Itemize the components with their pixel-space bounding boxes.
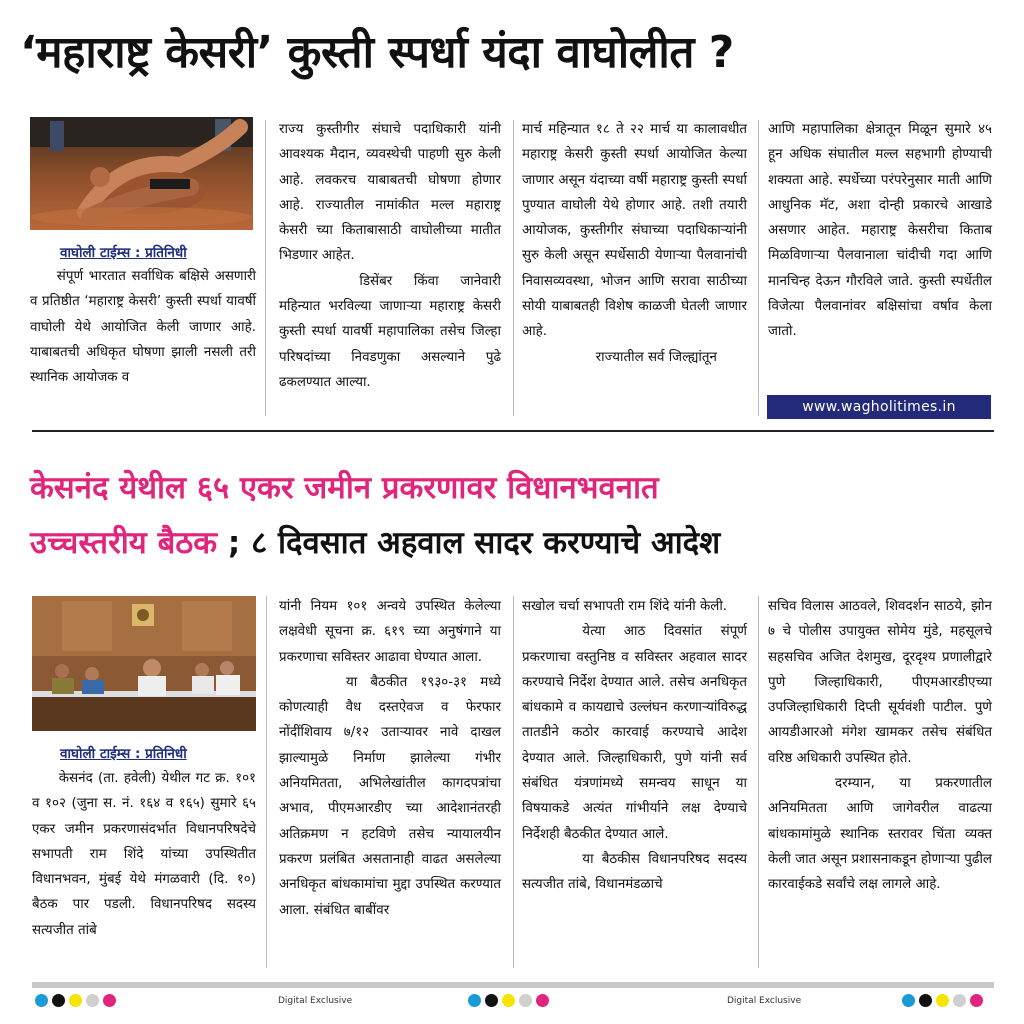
color-dot (485, 994, 498, 1007)
article1-col4: आणि महापालिका क्षेत्रातून मिळून सुमारे ४५ हून अधिक संघातील मल्ल सहभागी होण्याची शक्यता आहे. स्पर्धेच्या परंपरेनुसार माती आणि आधुनिक मॅट, अशा दोन्ही प्रकारचे आखाडे असणार आहेत. महाराष्ट्र केसरीचा किताब मिळविणाऱ्या पैलवानाला चांदीची गदा आणि मानचिन्ह देऊन गौरविले जाते. कुस्ती स्पर्धेतील विजेत्या पैलवानांवर बक्षिसांचा वर्षाव केला जातो. (768, 122, 992, 340)
article2-col1: केसनंद (ता. हवेली) येथील गट क्र. १०१ व १०२ (जुना स. नं. १६४ व १६५) सुमारे ६५ एकर जमीन प्रकरणासंदर्भात विधानपरिषदेचे सभापती राम शिंदे यांच्या उपस्थितीत विधानभवन, मुंबई येथे मंगळवारी (दि. १०) बैठक पार पडली. विधानपरिषद सदस्य सत्यजीत तांबे (32, 771, 256, 938)
color-dot (86, 994, 99, 1007)
color-dot (970, 994, 983, 1007)
article2-headline-line2 (30, 521, 720, 563)
article2-headline-line1: केसनंद येथील ६५ एकर जमीन प्रकरणावर विधानभवनात (30, 470, 659, 506)
article2-col4: सचिव विलास आठवले, शिवदर्शन साठये, झोन ७ चे पोलीस उपायुक्त सोमेय मुंडे, महसूलचे सहसचिव अजित देशमुख, दूरदृश्य प्रणालीद्वारे पुणे जिल्हाधिकारी, पीएमआरडीएच्या उपजिल्हाधिकारी दिप्ती सूर्यवंशी पाटील. पुणे आयडीआरओ मंगेश खामकर तसेच संबंधित वरिष्ठ अधिकारी उपस्थित होते. दरम्यान, या प्रकरणातील अनियमितता आणि जागेवरील वाढत्या बांधकामांमुळे स्थानिक स्तरावर चिंता व्यक्त केली जात असून प्रशासनाकडून होणाऱ्या पुढील कारवाईकडे सर्वांचे लक्ष लागले आहे. (768, 599, 992, 893)
wrestling-photo (30, 117, 253, 230)
article1-col3: मार्च महिन्यात १८ ते २२ मार्च या कालावधीत महाराष्ट्र केसरी कुस्ती स्पर्धा आयोजित केल्या जाणार असून यंदाच्या वर्षी महाराष्ट्र कुस्ती स्पर्धा पुण्यात वाघोली येथे होणार आहे. तशी तयारी आयोजक, कुस्तीगीर संघाच्या पदाधिकाऱ्यांनी सुरु केली असून स्पर्धेसाठी येणाऱ्या पैलवानांची निवासव्यवस्था, भोजन आणि सरावा साठीच्या सोयी याबाबतही विशेष काळजी घेतली जाणार आहे. राज्यातील सर्व जिल्ह्यांतून (522, 122, 747, 365)
article1-headline: ‘महाराष्ट्र केसरी’ कुस्ती स्पर्धा यंदा वाघोलीत ? (20, 27, 734, 78)
article2-col2: यांनी नियम १०१ अन्वये उपस्थित केलेल्या लक्षवेधी सूचना क्र. ६१९ च्या अनुषंगाने या प्रकरणाचा सविस्तर आढावा घेण्यात आला. या बैठकीत १९३०-३१ मध्ये कोणत्याही वैध दस्तऐवज व फेरफार नोंदींशिवाय ७/१२ उताऱ्यावर नावे दाखल झाल्यामुळे निर्माण झालेल्या गंभीर अनियमितता, अभिलेखांतील कागदपत्रांचा अभाव, पीएमआरडीए च्या आदेशानंतरही अतिक्रमण न हटविणे तसेच न्यायालयीन प्रकरण प्रलंबित असतानाही वाढत असलेल्या अनधिकृत बांधकामांचा मुद्दा उपस्थित करण्यात आला. संबंधित बाबींवर (279, 599, 501, 918)
article2-byline: वाघोली टाईम्स : प्रतिनिधी (60, 746, 187, 762)
article1-col2: राज्य कुस्तीगीर संघाचे पदाधिकारी यांनी आवश्यक मैदान, व्यवस्थेची पाहणी सुरु केली आहे. लवकरच याबाबतची घोषणा होणार आहे. राज्यातील नामांकीत मल्ल महाराष्ट्र केसरी च्या किताबासाठी वाघोलीच्या मातीत भिडणार आहेत. डिसेंबर किंवा जानेवारी महिन्यात भरविल्या जाणाऱ्या महाराष्ट्र केसरी कुस्ती स्पर्धा यावर्षी महापालिका तसेच जिल्हा परिषदांच्या निवडणुका असल्याने पुढे ढकलण्यात आल्या. (279, 122, 501, 390)
footer-label-left: Digital Exclusive (278, 996, 353, 1006)
color-dot (35, 994, 48, 1007)
color-dots-right (902, 994, 983, 1007)
meeting-photo (32, 596, 256, 731)
footer-label-right: Digital Exclusive (727, 996, 802, 1006)
color-dot (919, 994, 932, 1007)
color-dot (103, 994, 116, 1007)
color-dot (536, 994, 549, 1007)
color-dot (519, 994, 532, 1007)
color-dot (502, 994, 515, 1007)
article2-headline-rest: ; ८ दिवसात अहवाल सादर करण्याचे आदेश (217, 525, 721, 561)
footer-bar (32, 982, 994, 988)
color-dots-left (35, 994, 116, 1007)
color-dot (69, 994, 82, 1007)
article2-headline-highlight: उच्चस्तरीय बैठक (30, 525, 218, 561)
website-link[interactable]: www.wagholitimes.in (767, 395, 991, 419)
article-divider (32, 430, 994, 432)
color-dot (936, 994, 949, 1007)
color-dot (468, 994, 481, 1007)
article2-col3: सखोल चर्चा सभापती राम शिंदे यांनी केली. येत्या आठ दिवसांत संपूर्ण प्रकरणाचा वस्तुनिष्ठ व सविस्तर अहवाल सादर करण्याचे निर्देश देण्यात आले. तसेच अनधिकृत बांधकामे व कायद्याचे उल्लंघन करणाऱ्यांविरुद्ध तातडीने कठोर कारवाई करण्याचे आदेश देण्यात आले. जिल्हाधिकारी, पुणे यांनी सर्व संबंधित यंत्रणांमध्ये समन्वय साधून या विषयाकडे अत्यंत गांभीर्याने लक्ष देण्याचे निर्देशही बैठकीत देण्यात आले. या बैठकीस विधानपरिषद सदस्य सत्यजीत तांबे, विधानमंडळाचे (522, 599, 747, 893)
article1-byline: वाघोली टाईम्स : प्रतिनिधी (60, 245, 187, 261)
color-dot (52, 994, 65, 1007)
color-dot (902, 994, 915, 1007)
color-dot (953, 994, 966, 1007)
article1-col1: संपूर्ण भारतात सर्वाधिक बक्षिसे असणारी व प्रतिष्ठीत ‘महाराष्ट्र केसरी’ कुस्ती स्पर्धा यावर्षी वाघोली येथे आयोजित केली जाणार आहे. याबाबतची अधिकृत घोषणा झाली नसली तरी स्थानिक आयोजक व (30, 269, 256, 386)
color-dots-center (468, 994, 549, 1007)
